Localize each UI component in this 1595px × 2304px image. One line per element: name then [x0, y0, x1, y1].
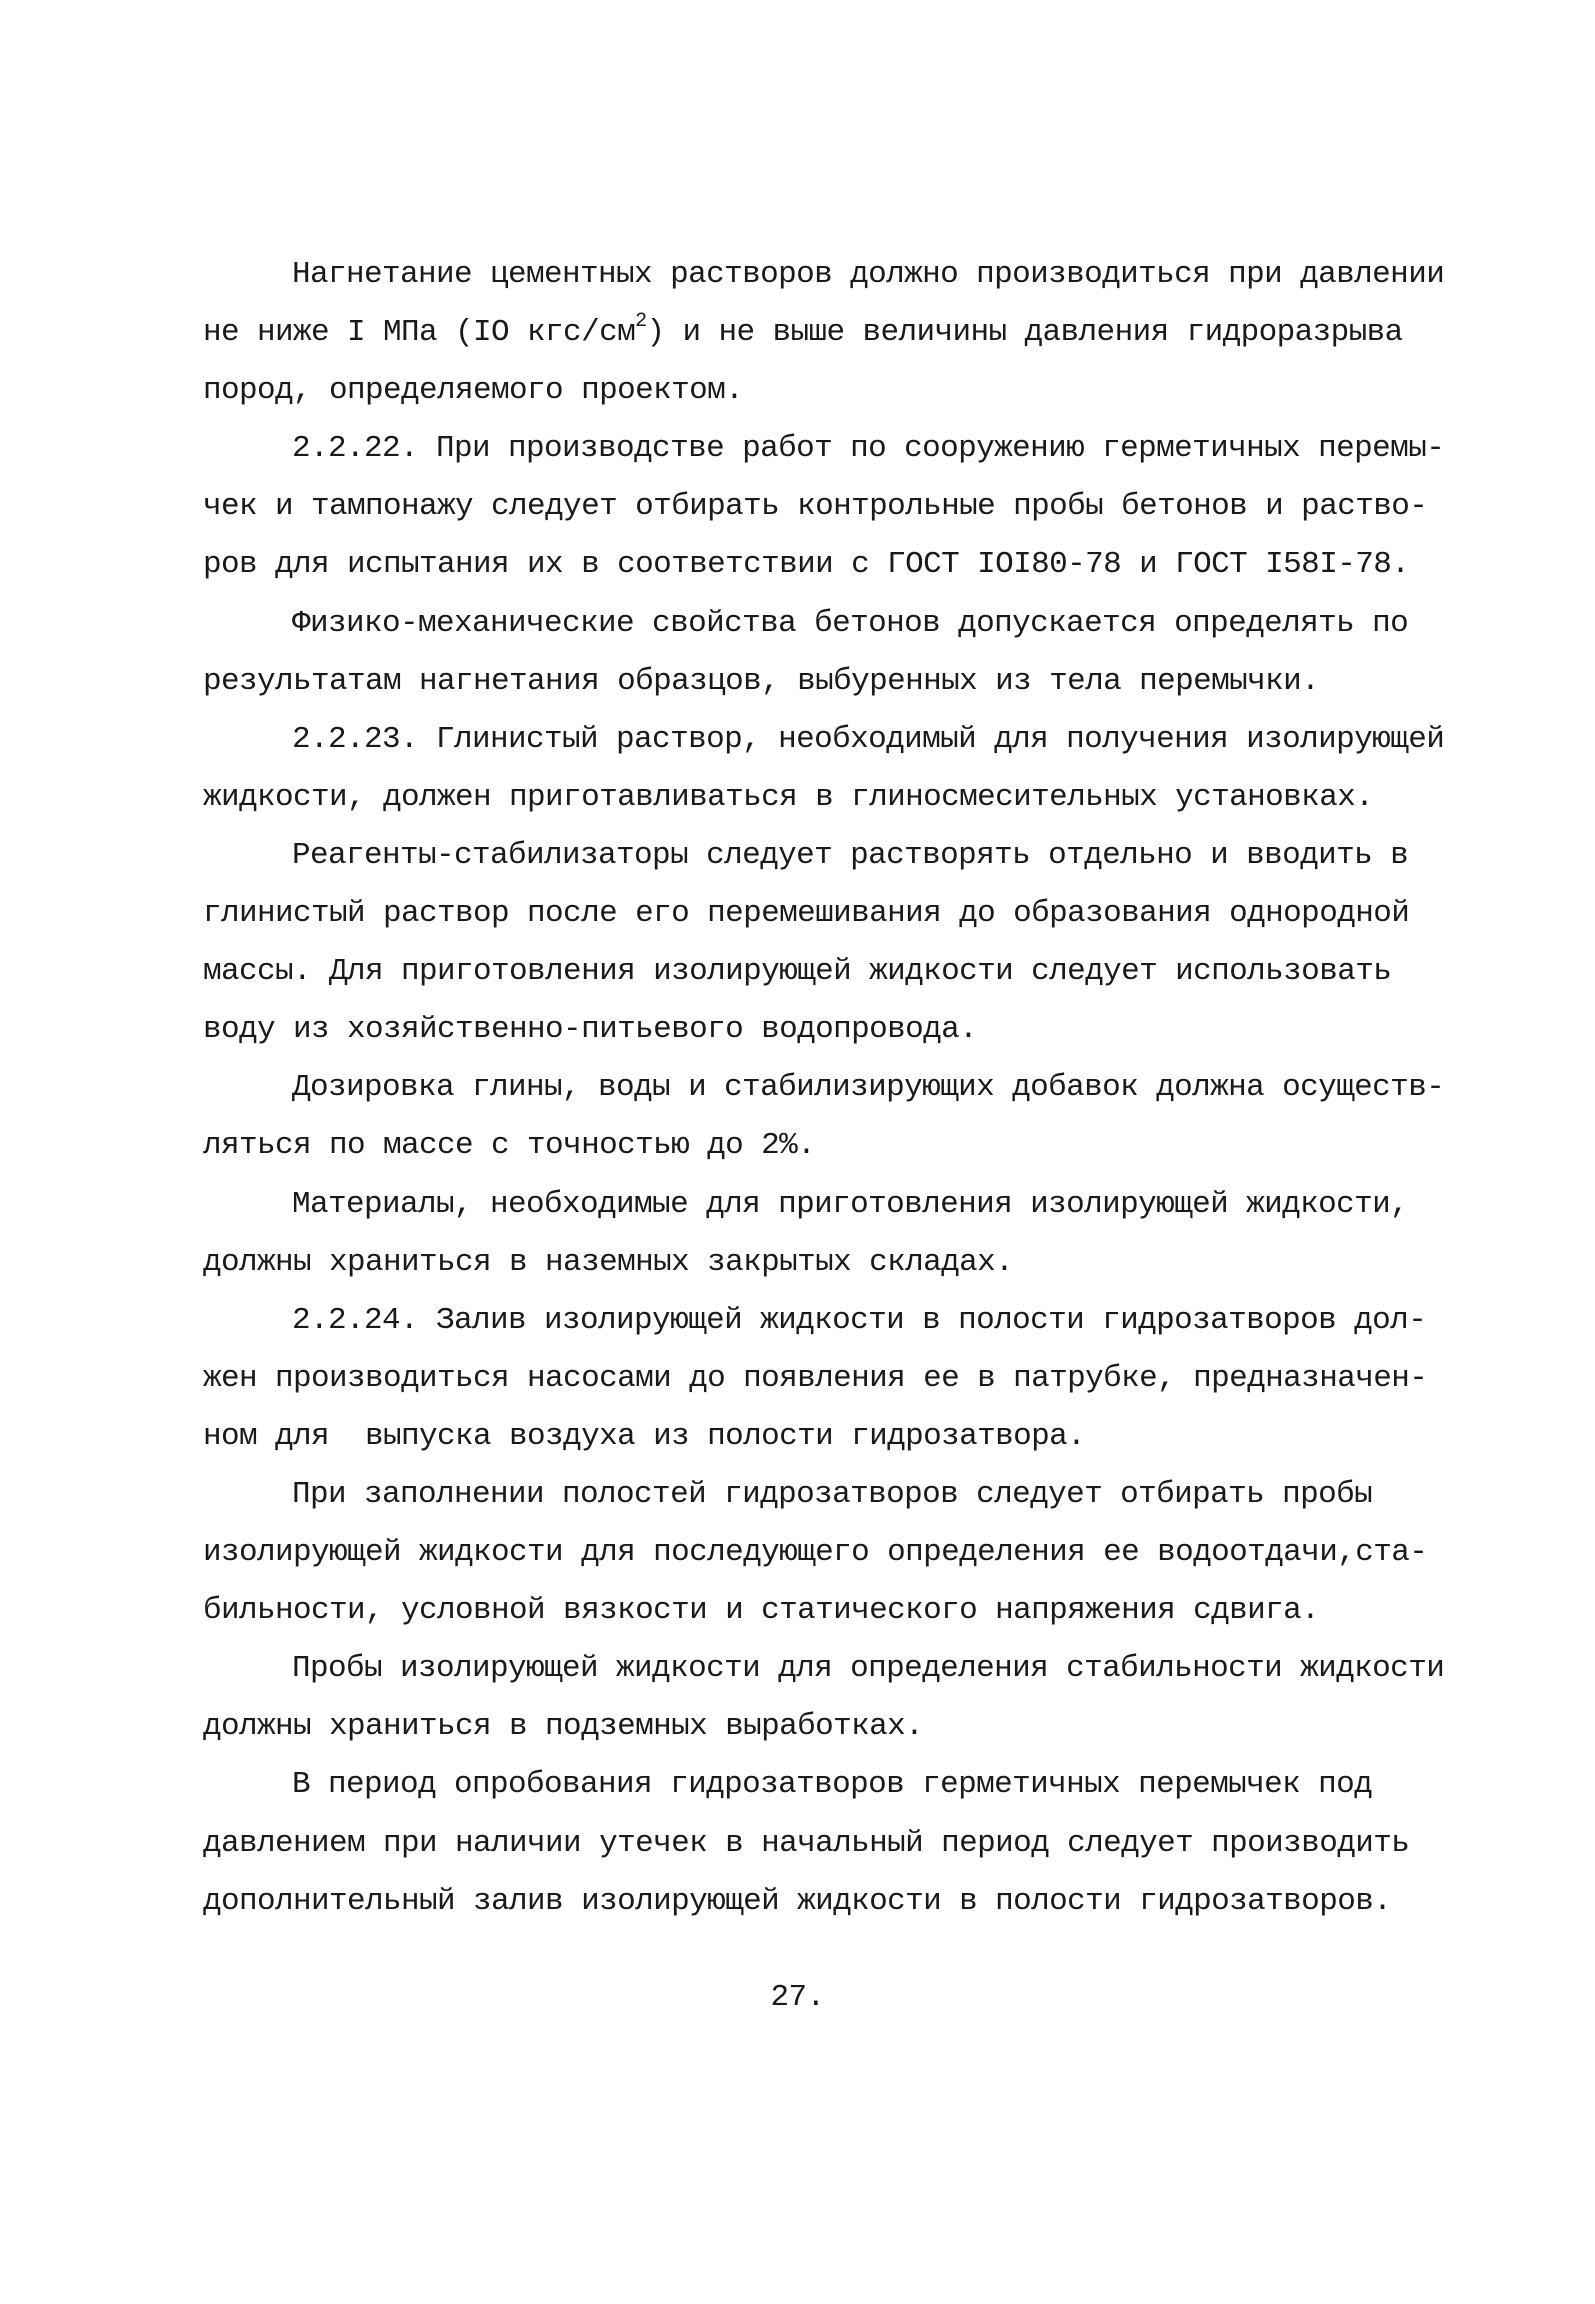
text-line [203, 420, 1445, 478]
line-text-continued: ) и не выше величины давления гидроразрыва [646, 315, 1403, 351]
text-line [203, 943, 1433, 1001]
line-text: Реагенты-стабилизаторы следует растворять отдельно и вводить в [292, 837, 1409, 873]
text-line [203, 653, 1433, 711]
line-text: чек и тампонажу следует отбирать контрольные пробы бетонов и раство- [203, 489, 1428, 525]
line-text: ляться по массе с точностью до 2%. [203, 1128, 816, 1164]
line-text: пород, определяемого проектом. [203, 373, 744, 409]
page-number: 27. [770, 1980, 825, 2015]
line-text: Дозировка глины, воды и стабилизирующих добавок должна осуществ- [292, 1070, 1445, 1106]
text-line [203, 1582, 1433, 1640]
text-line [203, 536, 1433, 594]
text-line [203, 1524, 1433, 1582]
line-text: 2.2.22. При производстве работ по сооружению герметичных перемы- [292, 431, 1445, 467]
line-text: массы. Для приготовления изолирующей жидкости следует использовать [203, 954, 1392, 990]
superscript: 2 [635, 310, 647, 334]
line-text: должны храниться в наземных закрытых складах. [203, 1244, 1014, 1280]
line-text: изолирующей жидкости для последующего определения ее водоотдачи,ста- [203, 1535, 1428, 1571]
line-text: жен производиться насосами до появления ее в патрубке, предназначен- [203, 1360, 1428, 1396]
line-text: воду из хозяйственно-питьевого водопровода. [203, 1012, 978, 1048]
line-text: В период опробования гидрозатворов герметичных перемычек под [292, 1767, 1373, 1803]
text-line [203, 1117, 1433, 1175]
line-text: ном для выпуска воздуха из полости гидрозатвора. [203, 1418, 1086, 1454]
line-text: должны храниться в подземных выработках. [203, 1709, 924, 1745]
line-text: Материалы, необходимые для приготовления изолирующей жидкости, [292, 1186, 1409, 1222]
line-text: ров для испытания их в соответствии с ГОСТ IOI80-78 и ГОСТ I58I-78. [203, 547, 1410, 583]
text-line [203, 711, 1445, 769]
text-line [203, 304, 1433, 362]
line-text: результатам нагнетания образцов, выбуренных из тела перемычки. [203, 663, 1320, 699]
text-line [203, 1408, 1433, 1466]
line-text: 2.2.24. Залив изолирующей жидкости в полости гидрозатворов дол- [292, 1302, 1427, 1338]
text-line [203, 1176, 1433, 1234]
line-text: При заполнении полостей гидрозатворов следует отбирать пробы [292, 1476, 1373, 1512]
text-line [203, 1815, 1433, 1873]
line-text: Нагнетание цементных растворов должно производиться при давлении [292, 257, 1445, 292]
text-line [203, 1756, 1433, 1814]
line-text: жидкости, должен приготавливаться в глиносмесительных установках. [203, 779, 1374, 815]
text-line [203, 885, 1433, 943]
line-text: глинистый раствор после его перемешивания до образования однородной [203, 896, 1410, 932]
line-text: давлением при наличии утечек в начальный период следует производить [203, 1825, 1410, 1861]
text-line [203, 1640, 1445, 1698]
text-line [203, 1001, 1433, 1059]
text-line [203, 827, 1433, 885]
line-text: бильности, условной вязкости и статического напряжения сдвига. [203, 1593, 1320, 1629]
text-line [203, 1234, 1433, 1292]
line-text: не ниже I МПа (IO кгс/см [203, 315, 636, 351]
text-line [203, 1350, 1433, 1408]
text-line [203, 478, 1433, 536]
text-line [203, 362, 1433, 420]
line-text: Физико-механические свойства бетонов допускается определять по [292, 605, 1409, 641]
text-line [203, 1292, 1433, 1350]
body-text [203, 246, 1445, 1931]
line-text: дополнительный залив изолирующей жидкости в полости гидрозатворов. [203, 1883, 1392, 1919]
text-line [203, 1059, 1445, 1117]
text-line [203, 1873, 1433, 1931]
text-line [203, 595, 1433, 653]
text-line [203, 1698, 1433, 1756]
text-line [203, 246, 1445, 304]
line-text: 2.2.23. Глинистый раствор, необходимый для получения изолирующей [292, 721, 1445, 757]
text-line [203, 1466, 1433, 1524]
line-text: Пробы изолирующей жидкости для определения стабильности жидкости [292, 1651, 1445, 1687]
text-line [203, 769, 1433, 827]
